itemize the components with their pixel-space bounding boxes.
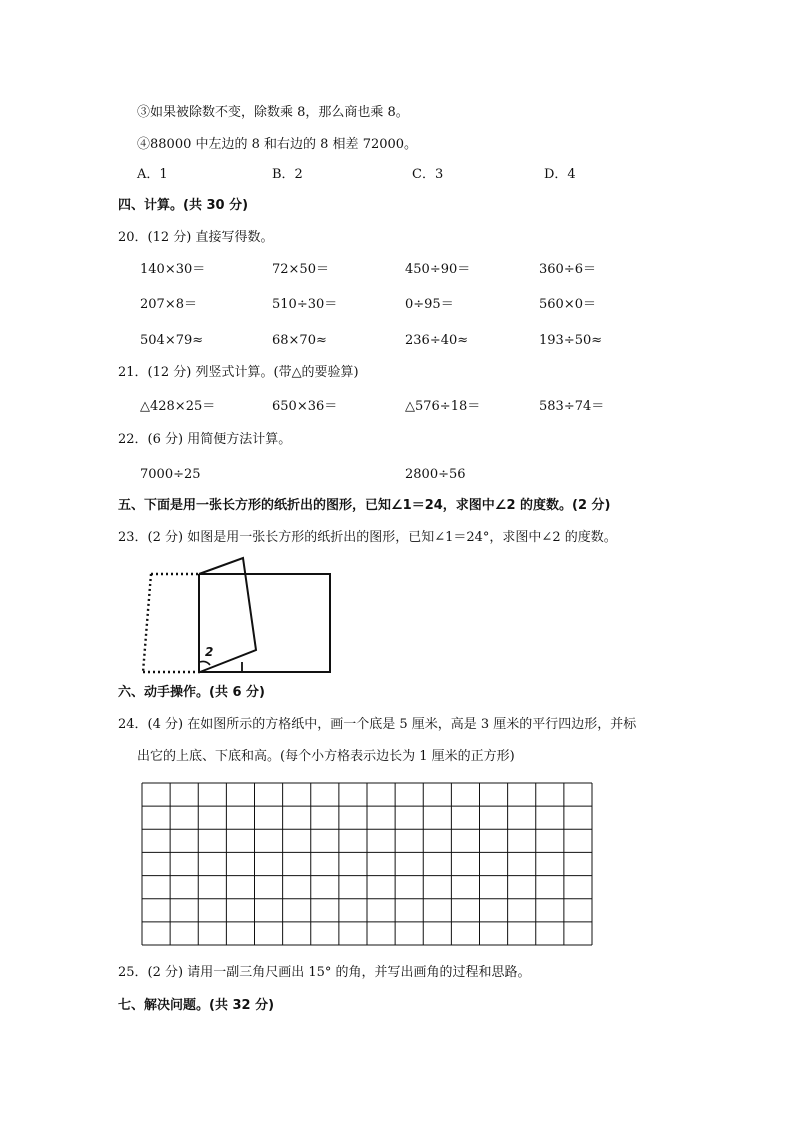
- q19-option-b: B．2: [272, 167, 303, 182]
- section-4-title: 四、计算。(共 30 分): [118, 198, 249, 213]
- q22-stem: 22．(6 分) 用简便方法计算。: [118, 432, 292, 447]
- q20-r1-c4: 360÷6＝: [539, 262, 596, 277]
- q20-r2-c2: 510÷30＝: [272, 297, 338, 312]
- angle-2-label: 2: [205, 645, 214, 659]
- q19-item3: ③如果被除数不变，除数乘 8，那么商也乘 8。: [137, 105, 409, 120]
- q20-stem: 20．(12 分) 直接写得数。: [118, 230, 274, 245]
- q20-r3-c3: 236÷40≈: [405, 333, 469, 348]
- paper-rectangle: [199, 574, 330, 672]
- section-5-title: 五、下面是用一张长方形的纸折出的图形，已知∠1＝24，求图中∠2 的度数。(2 分): [118, 498, 611, 513]
- q20-r2-c4: 560×0＝: [539, 297, 596, 312]
- q24-stem-line2: 出它的上底、下底和高。(每个小方格表示边长为 1 厘米的正方形): [137, 749, 515, 764]
- q20-r1-c2: 72×50＝: [272, 262, 329, 277]
- q21-stem: 21．(12 分) 列竖式计算。(带△的要验算): [118, 365, 359, 380]
- q21-item3: △576÷18＝: [405, 399, 481, 414]
- q20-r2-c3: 0÷95＝: [405, 297, 454, 312]
- q25-stem: 25．(2 分) 请用一副三角尺画出 15° 的角，并写出画角的过程和思路。: [118, 965, 531, 980]
- folded-paper-figure: [136, 552, 338, 680]
- square-grid-paper: [140, 781, 594, 949]
- q23-stem: 23．(2 分) 如图是用一张长方形的纸折出的图形，已知∠1＝24°，求图中∠2 的度数。: [118, 530, 617, 545]
- q22-item1: 7000÷25: [140, 467, 201, 482]
- q24-stem-line1: 24．(4 分) 在如图所示的方格纸中，画一个底是 5 厘米，高是 3 厘米的平行四边形，并标: [118, 717, 637, 732]
- q20-r1-c1: 140×30＝: [140, 262, 206, 277]
- fold-dotted-left: [143, 574, 151, 672]
- q21-item1: △428×25＝: [140, 399, 216, 414]
- q20-r2-c1: 207×8＝: [140, 297, 197, 312]
- q20-r3-c2: 68×70≈: [272, 333, 327, 348]
- q20-r1-c3: 450÷90＝: [405, 262, 471, 277]
- q21-item2: 650×36＝: [272, 399, 338, 414]
- section-6-title: 六、动手操作。(共 6 分): [118, 685, 265, 700]
- q20-r3-c1: 504×79≈: [140, 333, 204, 348]
- q19-option-c: C．3: [412, 167, 444, 182]
- q22-item2: 2800÷56: [405, 467, 466, 482]
- q19-option-d: D．4: [544, 167, 576, 182]
- angle-2-arc: [200, 661, 210, 665]
- q21-item4: 583÷74＝: [539, 399, 605, 414]
- section-7-title: 七、解决问题。(共 32 分): [118, 998, 275, 1013]
- q19-item4: ④88000 中左边的 8 和右边的 8 相差 72000。: [137, 137, 418, 152]
- q20-r3-c4: 193÷50≈: [539, 333, 603, 348]
- q19-option-a: A．1: [137, 167, 168, 182]
